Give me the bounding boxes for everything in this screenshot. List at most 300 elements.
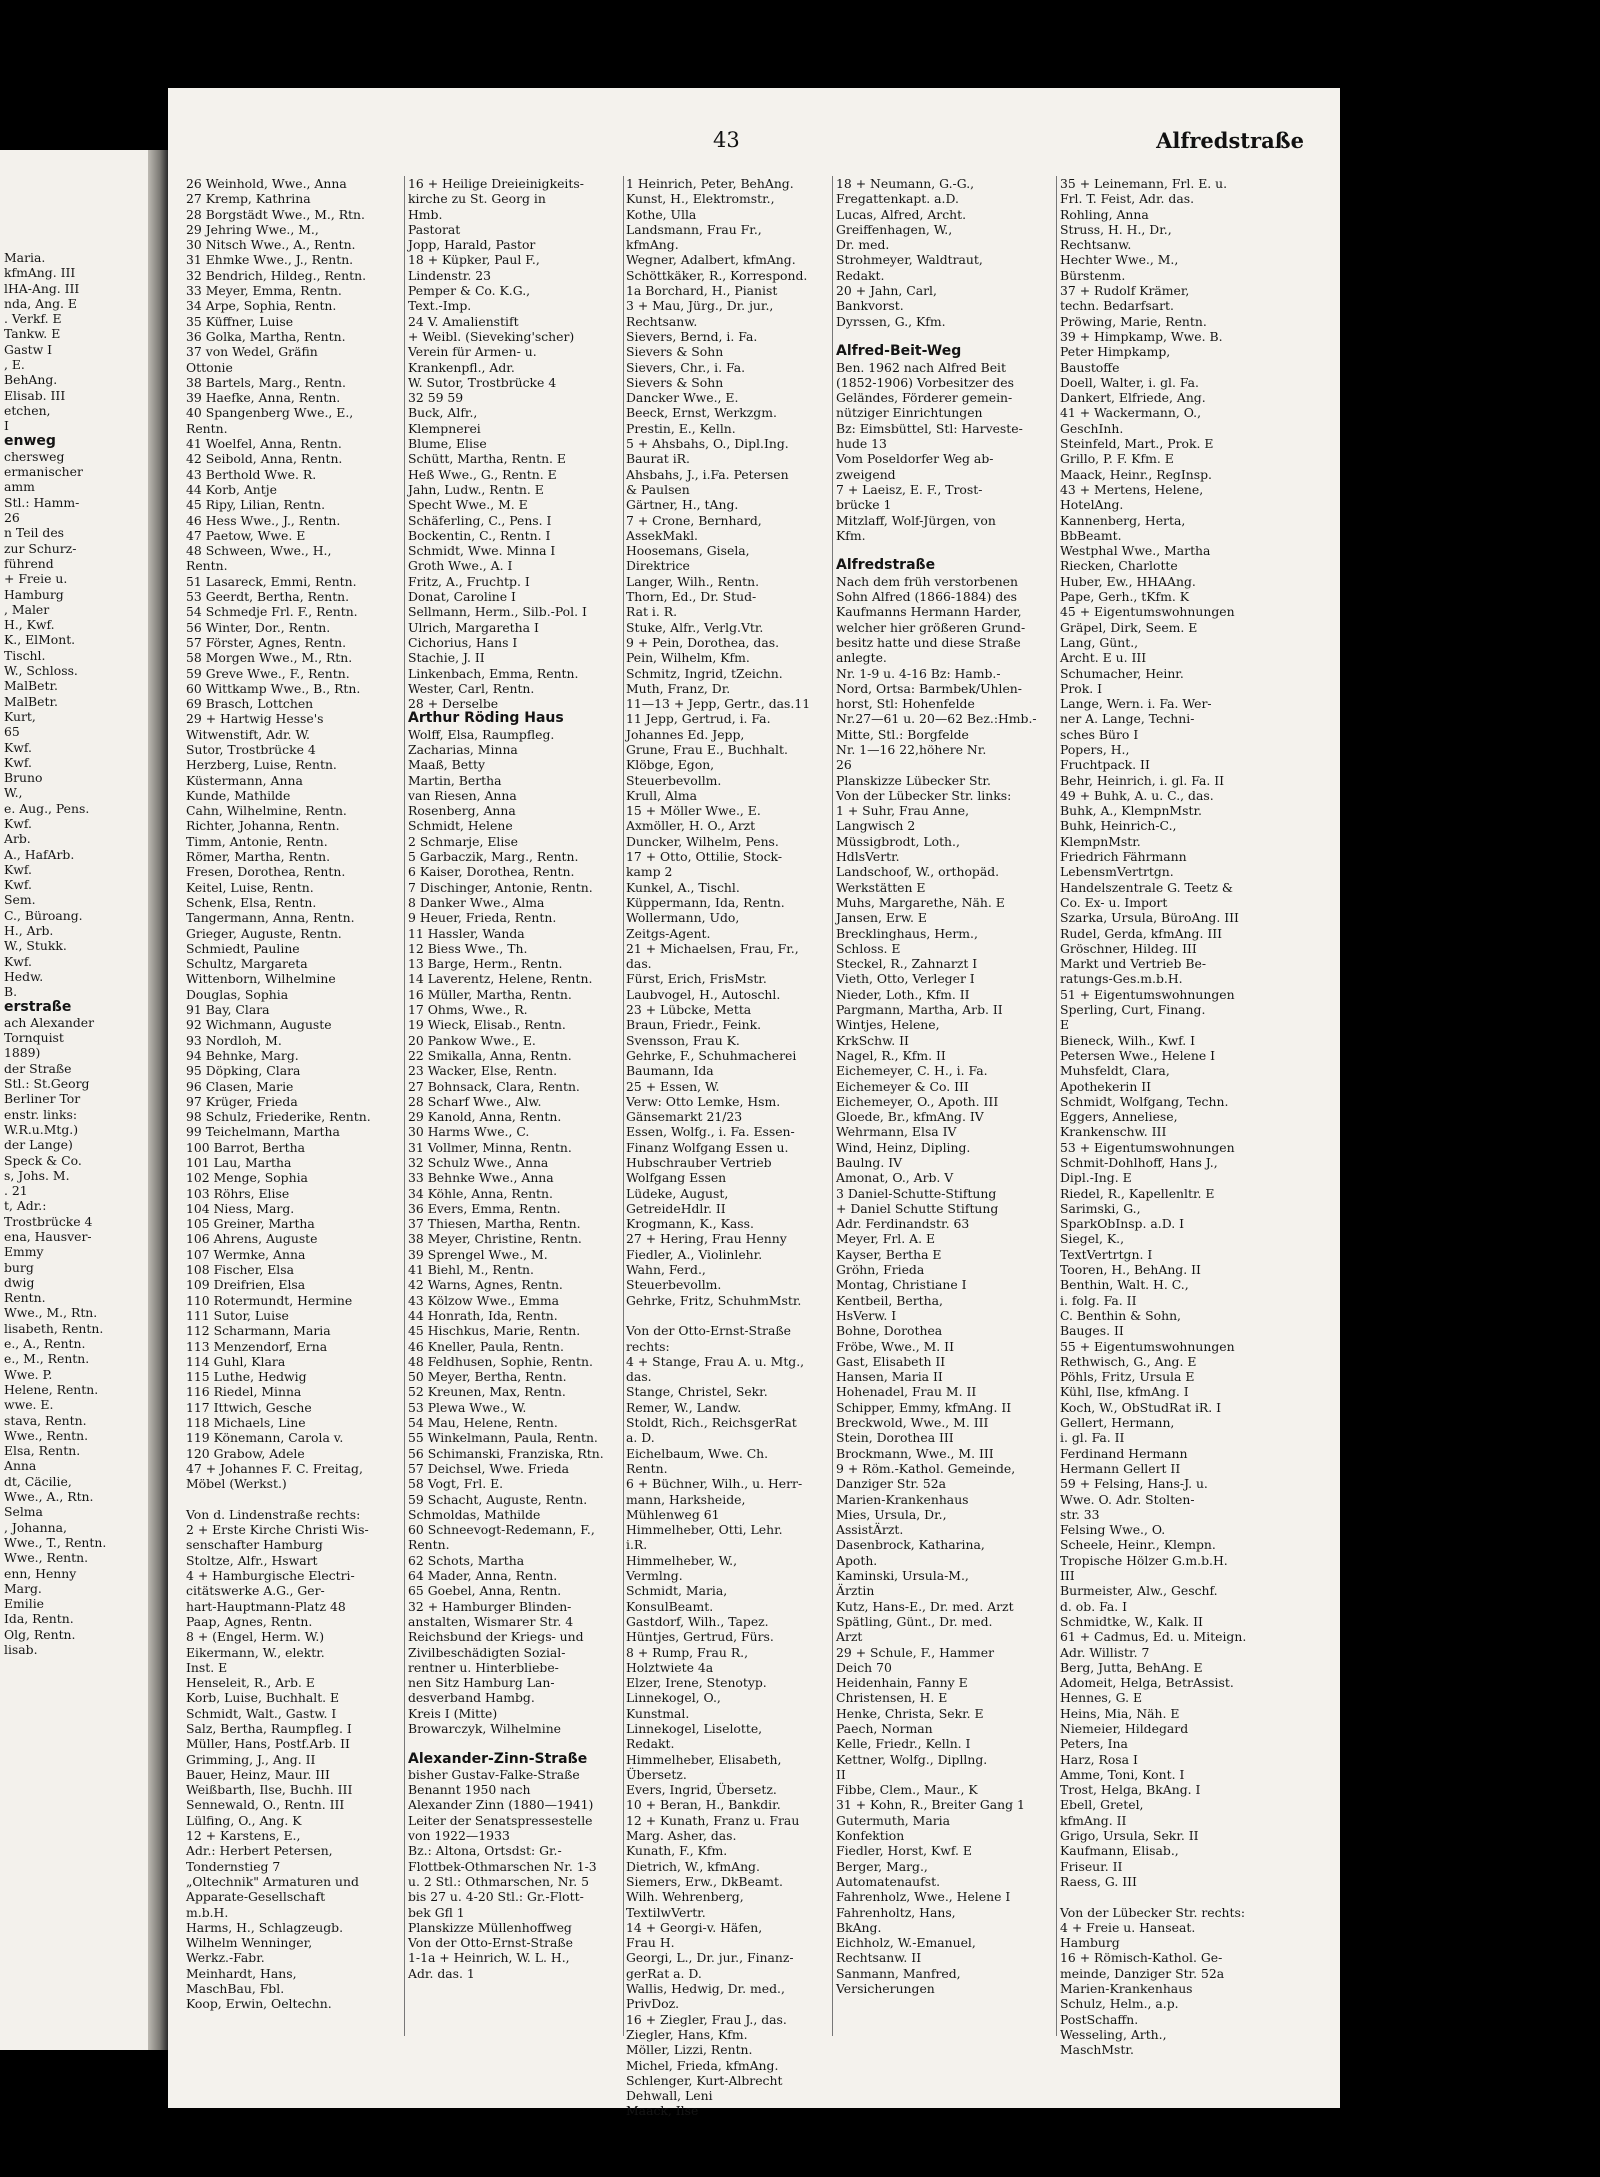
directory-entry: 97 Krüger, Frieda	[186, 1093, 298, 1109]
directory-entry: 44 Honrath, Ida, Rentn.	[408, 1307, 558, 1323]
directory-entry: Hmb.	[408, 206, 443, 222]
directory-column-3	[626, 176, 828, 2119]
directory-entry: 56 Schimanski, Franziska, Rtn.	[408, 1445, 604, 1461]
directory-entry: Redakt.	[836, 267, 885, 283]
directory-entry: Alexander Zinn (1880—1941)	[408, 1797, 594, 1813]
directory-entry: Wwe., Rentn.	[4, 1550, 89, 1566]
directory-entry: 27 Bohnsack, Clara, Rentn.	[408, 1078, 580, 1094]
directory-entry: Pöhls, Fritz, Ursula E	[1060, 1369, 1195, 1385]
directory-entry: Lucas, Alfred, Archt.	[836, 206, 967, 222]
directory-entry: Gänsemarkt 21/23	[626, 1109, 743, 1125]
directory-entry: Kwf.	[4, 877, 32, 893]
directory-entry: 104 Niess, Marg.	[186, 1200, 295, 1216]
directory-entry: Bz: Eimsbüttel, Stl: Harveste-	[836, 420, 1023, 436]
directory-entry: Henke, Christa, Sekr. E	[836, 1705, 984, 1721]
directory-entry: Apothekerin II	[1060, 1078, 1152, 1094]
directory-entry: 31 Ehmke Wwe., J., Rentn.	[186, 252, 354, 268]
directory-entry: Amonat, O., Arb. V	[836, 1170, 954, 1186]
directory-entry: kfmAng. III	[4, 265, 76, 281]
directory-entry: 41 + Wackermann, O.,	[1060, 405, 1202, 421]
directory-entry: Stange, Christel, Sekr.	[626, 1384, 768, 1400]
directory-entry: Sievers & Sohn	[626, 344, 724, 360]
directory-entry: Muhs, Margarethe, Näh. E	[836, 894, 1005, 910]
directory-entry: Schmidt, Maria,	[626, 1583, 728, 1599]
directory-entry: Apparate-Gesellschaft	[186, 1889, 326, 1905]
directory-entry: 8 Danker Wwe., Alma	[408, 894, 545, 910]
directory-entry: 58 Vogt, Frl. E.	[408, 1476, 504, 1492]
directory-entry: horst, Stl: Hohenfelde	[836, 696, 975, 712]
directory-entry: Linnekogel, O.,	[626, 1690, 721, 1706]
directory-entry: Greiffenhagen, W.,	[836, 221, 953, 237]
directory-entry: 43 Berthold Wwe. R.	[186, 466, 317, 482]
directory-entry: Essen, Wolfg., i. Fa. Essen-	[626, 1124, 795, 1140]
directory-entry: Bz.: Altona, Ortsdst: Gr.-	[408, 1843, 562, 1859]
directory-entry: Schipper, Emmy, kfmAng. II	[836, 1399, 1012, 1415]
directory-entry: Blume, Elise	[408, 436, 487, 452]
directory-entry: Fürst, Erich, FrisMstr.	[626, 971, 767, 987]
directory-entry: III	[1060, 1568, 1075, 1584]
directory-entry: 115 Luthe, Hedwig	[186, 1369, 307, 1385]
directory-entry: Dankert, Elfriede, Ang.	[1060, 390, 1206, 406]
directory-entry: kamp 2	[626, 864, 673, 880]
directory-entry: Wind, Heinz, Dipling.	[836, 1139, 971, 1155]
directory-entry: bek Gfl 1	[408, 1904, 465, 1920]
directory-entry: Hansen, Maria II	[836, 1369, 943, 1385]
directory-entry: 28 Scharf Wwe., Alw.	[408, 1093, 542, 1109]
directory-entry: kfmAng. II	[1060, 1812, 1127, 1828]
directory-entry: Wallis, Hedwig, Dr. med.,	[626, 1981, 785, 1997]
directory-entry: 11 Hassler, Wanda	[408, 925, 525, 941]
directory-entry: H., Kwf.	[4, 617, 55, 633]
directory-entry: Schmitz, Ingrid, tZeichn.	[626, 665, 783, 681]
directory-entry: t, Adr.:	[4, 1198, 47, 1214]
directory-entry: Herzberg, Luise, Rentn.	[186, 757, 337, 773]
directory-entry: Kayser, Bertha E	[836, 1246, 942, 1262]
directory-entry: Planskizze Lübecker Str.	[836, 772, 991, 788]
directory-entry: bisher Gustav-Falke-Straße	[408, 1766, 580, 1782]
directory-entry: 114 Guhl, Klara	[186, 1353, 286, 1369]
directory-entry: Stein, Dorothea III	[836, 1430, 954, 1446]
directory-entry: hude 13	[836, 436, 887, 452]
directory-entry: Keitel, Luise, Rentn.	[186, 879, 314, 895]
directory-entry: Speck & Co.	[4, 1152, 82, 1168]
directory-entry: 7 + Crone, Bernhard,	[626, 512, 762, 528]
directory-entry: Koch, W., ObStudRat iR. I	[1060, 1399, 1222, 1415]
directory-entry: Rohling, Anna	[1060, 206, 1149, 222]
directory-entry: Witwenstift, Adr. W.	[186, 726, 310, 742]
directory-entry: Maria.	[4, 250, 46, 265]
directory-entry: TextilwVertr.	[626, 1904, 706, 1920]
directory-entry	[836, 329, 1053, 344]
directory-entry: 59 Schacht, Auguste, Rentn.	[408, 1491, 588, 1507]
directory-entry: Jahn, Ludw., Rentn. E	[408, 481, 544, 497]
directory-entry: Wwe., T., Rentn.	[4, 1534, 107, 1550]
directory-entry: Kwf.	[4, 815, 32, 831]
directory-entry: Dyrssen, G., Kfm.	[836, 313, 946, 329]
directory-entry: 12 Biess Wwe., Th.	[408, 940, 528, 956]
directory-entry: Emmy	[4, 1244, 44, 1260]
directory-entry: Helene, Rentn.	[4, 1381, 99, 1397]
directory-entry: Adr. Ferdinandstr. 63	[836, 1216, 970, 1232]
left-page-text	[4, 250, 146, 2130]
directory-entry: Doell, Walter, i. gl. Fa.	[1060, 374, 1199, 390]
directory-entry: das.	[626, 1369, 652, 1385]
directory-entry: Krankenschw. III	[1060, 1124, 1167, 1140]
directory-entry: Archt. E u. III	[1060, 650, 1147, 666]
directory-entry: 113 Menzendorf, Erna	[186, 1338, 328, 1354]
directory-entry: Versicherungen	[836, 1981, 935, 1997]
directory-entry: A., HafArb.	[4, 846, 75, 862]
directory-entry: AssistÄrzt.	[836, 1522, 904, 1538]
directory-entry: 59 Greve Wwe., F., Rentn.	[186, 665, 350, 681]
directory-entry: Duncker, Wilhelm, Pens.	[626, 833, 779, 849]
directory-entry: ratungs-Ges.m.b.H.	[1060, 971, 1183, 987]
directory-entry: 37 von Wedel, Gräfin	[186, 344, 318, 360]
directory-entry	[186, 1492, 401, 1507]
directory-entry: 48 Schween, Wwe., H.,	[186, 543, 332, 559]
left-page	[0, 150, 148, 2050]
directory-entry: Klempnerei	[408, 420, 481, 436]
directory-entry: 9 + Röm.-Kathol. Gemeinde,	[836, 1460, 1016, 1476]
directory-entry: Browarczyk, Wilhelmine	[408, 1720, 562, 1736]
directory-entry: Donat, Caroline I	[408, 589, 516, 605]
directory-entry: Kothe, Ulla	[626, 206, 697, 222]
directory-entry: Stoltze, Alfr., Hswart	[186, 1552, 318, 1568]
directory-entry: + Freie u.	[4, 571, 68, 587]
directory-entry: 42 Warns, Agnes, Rentn.	[408, 1277, 563, 1293]
directory-entry: (1852-1906) Vorbesitzer des	[836, 374, 1014, 390]
directory-entry: Bauer, Heinz, Maur. III	[186, 1766, 330, 1782]
directory-entry: 31 + Kohn, R., Breiter Gang 1	[836, 1797, 1025, 1813]
directory-entry: 39 Sprengel Wwe., M.	[408, 1246, 548, 1262]
directory-entry: rentner u. Hinterbliebe-	[408, 1659, 559, 1675]
directory-entry: 32 Bendrich, Hildeg., Rentn.	[186, 267, 367, 283]
directory-entry: 16 + Römisch-Kathol. Ge-	[1060, 1950, 1223, 1966]
directory-entry: Breckwold, Wwe., M. III	[836, 1415, 989, 1431]
directory-entry: Axmöller, H. O., Arzt	[626, 818, 756, 834]
directory-entry: besitz hatte und diese Straße	[836, 634, 1021, 650]
directory-entry: Wwe. O. Adr. Stolten-	[1060, 1491, 1195, 1507]
directory-entry: 26	[4, 510, 20, 526]
directory-entry: Felsing Wwe., O.	[1060, 1522, 1166, 1538]
directory-entry: Benthin, Walt. H. C.,	[1060, 1277, 1189, 1293]
directory-entry: zweigend	[836, 466, 896, 482]
directory-entry: Lülfing, O., Ang. K	[186, 1812, 302, 1828]
directory-entry: 62 Schots, Martha	[408, 1552, 525, 1568]
directory-entry: 69 Brasch, Lottchen	[186, 696, 314, 712]
directory-entry: zur Schurz-	[4, 540, 77, 556]
directory-entry: 23 Wacker, Else, Rentn.	[408, 1063, 558, 1079]
directory-entry: 112 Scharmann, Maria	[186, 1323, 331, 1339]
directory-entry: 21 + Michaelsen, Frau, Fr.,	[626, 940, 799, 956]
directory-entry: kirche zu St. Georg in	[408, 191, 546, 207]
directory-entry: Gröschner, Hildeg. III	[1060, 940, 1197, 956]
directory-entry: 34 Arpe, Sophia, Rentn.	[186, 298, 337, 314]
directory-entry: Hamburg	[1060, 1935, 1120, 1951]
directory-entry: Von der Lübecker Str. rechts:	[1060, 1904, 1246, 1920]
directory-entry: 9 + Pein, Dorothea, das.	[626, 634, 780, 650]
directory-entry: Von der Lübecker Str. links:	[836, 787, 1012, 803]
directory-entry: + Weibl. (Sieveking'scher)	[408, 328, 575, 344]
directory-entry: Schmidt, Wolfgang, Techn.	[1060, 1093, 1229, 1109]
directory-entry: . Verkf. E	[4, 311, 62, 327]
directory-entry: Kunstmal.	[626, 1705, 690, 1721]
directory-entry: Verw: Otto Lemke, Hsm.	[626, 1093, 781, 1109]
directory-entry: Schumacher, Heinr.	[1060, 665, 1184, 681]
directory-entry: Jansen, Erw. E	[836, 910, 927, 926]
directory-entry: Werkz.-Fabr.	[186, 1950, 265, 1966]
directory-entry: dt, Cäcilie,	[4, 1473, 72, 1489]
directory-entry: von 1922—1933	[408, 1828, 510, 1844]
directory-entry: Schmoldas, Mathilde	[408, 1506, 541, 1522]
directory-entry: 14 + Georgi-v. Häfen,	[626, 1919, 763, 1935]
directory-entry: Gastw I	[4, 341, 53, 357]
directory-entry: 17 Ohms, Wwe., R.	[408, 1002, 528, 1018]
directory-entry: HsVerw. I	[836, 1307, 897, 1323]
directory-entry: Baurat iR.	[626, 451, 690, 467]
directory-entry: Kurt,	[4, 708, 36, 724]
directory-entry: 8 + Rump, Frau R.,	[626, 1644, 749, 1660]
directory-entry: 44 Korb, Antje	[186, 481, 277, 497]
directory-entry: , E.	[4, 357, 25, 373]
directory-entry: Sem.	[4, 892, 36, 908]
directory-entry: Nr. 1—16 22,höhere Nr.	[836, 741, 987, 757]
directory-entry: Bürstenm.	[1060, 267, 1126, 283]
directory-entry: Beeck, Ernst, Werkzgm.	[626, 405, 777, 421]
directory-entry: Christensen, H. E	[836, 1690, 948, 1706]
directory-entry: Meyer, Frl. A. E	[836, 1231, 936, 1247]
directory-entry: Kannenberg, Herta,	[1060, 512, 1186, 528]
directory-entry: „Oltechnik" Armaturen und	[186, 1873, 359, 1889]
directory-entry: 41 Woelfel, Anna, Rentn.	[186, 436, 342, 452]
directory-entry: Hüntjes, Gertrud, Fürs.	[626, 1629, 774, 1645]
directory-entry: Wwe., M., Rtn.	[4, 1305, 98, 1321]
directory-entry: Fibbe, Clem., Maur., K	[836, 1782, 978, 1798]
directory-entry: KrkSchw. II	[836, 1032, 909, 1048]
street-heading: erstraße	[4, 998, 72, 1015]
directory-entry: Gärtner, H., tAng.	[626, 497, 739, 513]
directory-entry: Wwe., Rentn.	[4, 1427, 89, 1443]
directory-entry: Automatenaufst.	[836, 1873, 941, 1889]
directory-entry: Wwe., A., Rtn.	[4, 1489, 94, 1505]
directory-entry: Mitzlaff, Wolf-Jürgen, von	[836, 512, 996, 528]
directory-entry: 1889)	[4, 1045, 41, 1061]
directory-entry: Muth, Franz, Dr.	[626, 680, 731, 696]
directory-entry: 39 Haefke, Anna, Rentn.	[186, 390, 341, 406]
directory-entry: Schäferling, C., Pens. I	[408, 512, 552, 528]
directory-entry: Dietrich, W., kfmAng.	[626, 1858, 760, 1874]
page-number: 43	[713, 128, 740, 152]
directory-entry: kfmAng.	[626, 237, 679, 253]
directory-entry: 18 + Neumann, G.-G.,	[836, 176, 975, 191]
directory-entry: Linkenbach, Emma, Rentn.	[408, 665, 579, 681]
directory-entry: Dipl.-Ing. E	[1060, 1170, 1132, 1186]
directory-entry: 6 + Büchner, Wilh., u. Herr-	[626, 1476, 803, 1492]
directory-entry: Eikermann, W., elektr.	[186, 1644, 325, 1660]
directory-entry: Grieger, Auguste, Rentn.	[186, 925, 342, 941]
directory-entry: 119 Könemann, Carola v.	[186, 1430, 344, 1446]
directory-entry: Stuke, Alfr., Verlg.Vtr.	[626, 619, 764, 635]
directory-entry: 45 Hischkus, Marie, Rentn.	[408, 1323, 581, 1339]
directory-entry: 10 + Beran, H., Bankdir.	[626, 1797, 781, 1813]
directory-entry: HdlsVertr.	[836, 849, 900, 865]
directory-entry: Nord, Ortsa: Barmbek/Uhlen-	[836, 680, 1022, 696]
directory-entry: 101 Lau, Martha	[186, 1155, 292, 1170]
directory-entry: Ärztin	[836, 1583, 875, 1599]
directory-entry: 5 Garbaczik, Marg., Rentn.	[408, 849, 579, 865]
directory-entry: Tondernstieg 7	[186, 1858, 281, 1874]
directory-entry: Groth Wwe., A. I	[408, 558, 513, 574]
directory-entry: 45 Ripy, Lilian, Rentn.	[186, 497, 326, 513]
directory-column-4	[836, 176, 1053, 2056]
directory-entry: MalBetr.	[4, 693, 58, 709]
directory-entry: MalBetr.	[4, 678, 58, 694]
directory-entry: Wolfgang Essen	[626, 1170, 727, 1186]
directory-entry: Tropische Hölzer G.m.b.H.	[1060, 1552, 1228, 1568]
directory-entry: Kwf.	[4, 739, 32, 755]
directory-entry: Adomeit, Helga, BetrAssist.	[1060, 1675, 1234, 1691]
directory-entry: Fruchtpack. II	[1060, 757, 1150, 773]
directory-entry: burg	[4, 1259, 34, 1275]
directory-entry: Wittenborn, Wilhelmine	[186, 971, 336, 987]
directory-entry: ach Alexander	[4, 1014, 95, 1030]
directory-entry: Tangermann, Anna, Rentn.	[186, 910, 355, 926]
directory-entry: Riedel, R., Kapellenltr. E	[1060, 1185, 1215, 1201]
directory-entry: Schmidtke, W., Kalk. II	[1060, 1613, 1203, 1629]
directory-entry: Marien-Krankenhaus	[836, 1491, 969, 1507]
directory-entry: 51 Lasareck, Emmi, Rentn.	[186, 573, 357, 589]
directory-entry: Geländes, Förderer gemein-	[836, 390, 1013, 406]
directory-entry: Adr.: Herbert Petersen,	[186, 1843, 333, 1859]
directory-entry: Kunde, Mathilde	[186, 787, 291, 803]
directory-entry: PrivDoz.	[626, 1996, 680, 2012]
directory-entry: Kelle, Friedr., Kelln. I	[836, 1736, 971, 1752]
directory-entry: 100 Barrot, Bertha	[186, 1139, 305, 1155]
directory-entry: TextVertrtgn. I	[1060, 1246, 1153, 1262]
directory-entry: Braun, Friedr., Feink.	[626, 1017, 762, 1033]
directory-entry: Planskizze Müllenhoffweg	[408, 1919, 572, 1935]
directory-entry: BehAng.	[4, 372, 58, 388]
directory-entry: Fregattenkapt. a.D.	[836, 191, 959, 207]
directory-entry: Salz, Bertha, Raumpfleg. I	[186, 1720, 352, 1736]
directory-entry: & Paulsen	[626, 481, 690, 497]
directory-entry: 41 Biehl, M., Rentn.	[408, 1262, 534, 1278]
directory-entry: Landsmann, Frau Fr.,	[626, 221, 762, 237]
directory-entry: Baustoffe	[1060, 359, 1120, 375]
directory-entry: Olg, Rentn.	[4, 1626, 76, 1642]
directory-entry: der Lange)	[4, 1137, 73, 1153]
directory-entry: Trost, Helga, BkAng. I	[1060, 1782, 1201, 1798]
directory-entry: Pein, Wilhelm, Kfm.	[626, 650, 750, 666]
street-heading: enweg	[4, 432, 56, 449]
directory-entry: 11 Jepp, Gertrud, i. Fa.	[626, 711, 771, 727]
directory-entry: Hoosemans, Gisela,	[626, 543, 750, 559]
directory-entry: i. gl. Fa. II	[1060, 1430, 1125, 1446]
directory-entry: Schmiedt, Pauline	[186, 940, 300, 956]
directory-entry: Johannes Ed. Jepp,	[626, 726, 745, 742]
directory-entry: Rethwisch, G., Ang. E	[1060, 1353, 1197, 1369]
directory-entry: Rechtsanw.	[1060, 237, 1132, 253]
directory-entry: 99 Teichelmann, Martha	[186, 1124, 340, 1140]
directory-entry: Küppermann, Ida, Rentn.	[626, 894, 785, 910]
directory-entry: 2 Schmarje, Elise	[408, 833, 519, 849]
directory-entry: ermanischer	[4, 464, 83, 480]
directory-entry: W.R.u.Mtg.)	[4, 1121, 79, 1137]
directory-entry: 57 Förster, Agnes, Rentn.	[186, 634, 347, 650]
directory-entry: Friseur. II	[1060, 1858, 1123, 1874]
directory-entry: 29 + Schule, F., Hammer	[836, 1644, 995, 1660]
directory-entry: 1-1a + Heinrich, W. L. H.,	[408, 1950, 570, 1966]
directory-entry: 37 + Rudolf Krämer,	[1060, 283, 1190, 299]
directory-entry: das.	[626, 956, 652, 972]
directory-entry: 38 Meyer, Christine, Rentn.	[408, 1231, 582, 1247]
directory-entry: Petersen Wwe., Helene I	[1060, 1047, 1216, 1063]
directory-entry: stava, Rentn.	[4, 1412, 87, 1428]
directory-entry: Schmit-Dohlhoff, Hans J.,	[1060, 1155, 1218, 1170]
directory-entry: n Teil des	[4, 525, 65, 541]
directory-entry: Prok. I	[1060, 680, 1102, 696]
directory-entry: 106 Ahrens, Auguste	[186, 1231, 318, 1247]
directory-entry: Koop, Erwin, Oeltechn.	[186, 1996, 332, 2012]
directory-entry: Hermann Gellert II	[1060, 1460, 1181, 1476]
directory-entry: Nr.27—61 u. 20—62 Bez.:Hmb.-	[836, 711, 1037, 727]
directory-entry: Henseleit, R., Arb. E	[186, 1675, 315, 1691]
directory-entry: 94 Behnke, Marg.	[186, 1047, 299, 1063]
directory-entry: 47 Paetow, Wwe. E	[186, 527, 306, 543]
directory-entry: Wester, Carl, Rentn.	[408, 680, 535, 696]
directory-entry: Lange, Wern. i. Fa. Wer-	[1060, 696, 1212, 712]
directory-entry: Fritz, A., Fruchtp. I	[408, 573, 530, 589]
directory-entry: Jopp, Harald, Pastor	[408, 237, 536, 253]
directory-entry: Rentn.	[4, 1290, 46, 1306]
directory-entry: Wahn, Ferd.,	[626, 1262, 706, 1278]
directory-entry: Hamburg	[4, 586, 64, 602]
directory-entry: 46 Kneller, Paula, Rentn.	[408, 1338, 564, 1354]
directory-entry: . 21	[4, 1183, 28, 1199]
directory-entry: Direktrice	[626, 558, 690, 574]
directory-entry: KonsulBeamt.	[626, 1598, 714, 1614]
directory-entry: nütziger Einrichtungen	[836, 405, 983, 421]
directory-entry: Buhk, Heinrich-C.,	[1060, 818, 1177, 834]
directory-entry: mann, Harksheide,	[626, 1491, 746, 1507]
directory-entry: Kaufmanns Hermann Harder,	[836, 604, 1022, 620]
directory-entry: lHA-Ang. III	[4, 280, 80, 296]
directory-entry: PostSchaffn.	[1060, 2011, 1139, 2027]
directory-entry: Stachie, J. II	[408, 650, 485, 666]
directory-entry: Raess, G. III	[1060, 1873, 1137, 1889]
directory-entry: 59 + Felsing, Hans-J. u.	[1060, 1476, 1208, 1492]
directory-entry: Burmeister, Alw., Geschf.	[1060, 1583, 1218, 1599]
directory-entry: Marg. Asher, das.	[626, 1828, 737, 1844]
directory-entry: 118 Michaels, Line	[186, 1415, 306, 1431]
directory-entry: 29 + Hartwig Hesse's	[186, 711, 324, 727]
directory-entry: Pastorat	[408, 221, 461, 237]
directory-entry: 33 Behnke Wwe., Anna	[408, 1170, 554, 1186]
directory-entry: 48 Feldhusen, Sophie, Rentn.	[408, 1353, 593, 1369]
directory-entry: Markt und Vertrieb Be-	[1060, 956, 1207, 972]
directory-entry: Gröhn, Frieda	[836, 1262, 925, 1278]
directory-entry: H., Arb.	[4, 923, 54, 939]
directory-entry: meinde, Danziger Str. 52a	[1060, 1965, 1225, 1981]
directory-entry: i. folg. Fa. II	[1060, 1292, 1137, 1308]
directory-entry: 57 Deichsel, Wwe. Frieda	[408, 1460, 570, 1476]
directory-entry: 4 + Hamburgische Electri-	[186, 1568, 355, 1584]
directory-entry: 93 Nordloh, M.	[186, 1032, 282, 1048]
directory-entry: wwe. E.	[4, 1397, 54, 1413]
directory-entry: Heins, Mia, Näh. E	[1060, 1705, 1180, 1721]
directory-entry: Ahsbahs, J., i.Fa. Petersen	[626, 466, 789, 482]
directory-entry: dwig	[4, 1274, 35, 1290]
